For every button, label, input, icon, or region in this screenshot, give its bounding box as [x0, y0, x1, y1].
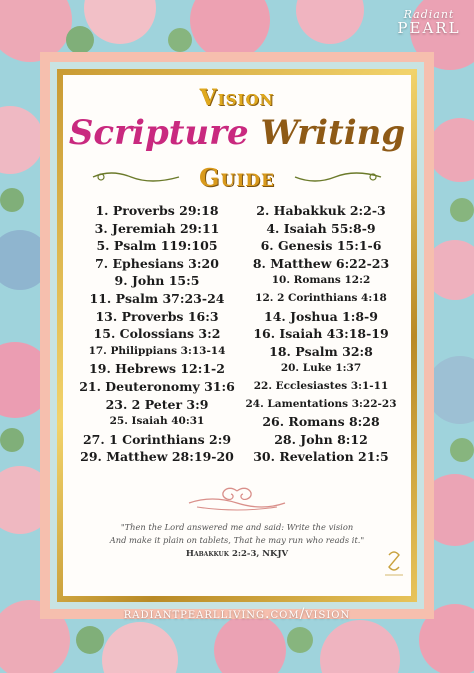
list-item: 5. Psalm 119:105	[96, 238, 218, 254]
list-item: 22. Ecclesiastes 3:1-11	[253, 379, 389, 392]
title-guide: Guide	[199, 163, 275, 192]
list-item: 24. Lamentations 3:22-23	[245, 397, 397, 410]
brand-line1: Radiant	[403, 8, 455, 21]
list-item: 23. 2 Peter 3:9	[105, 396, 209, 412]
list-item: 28. John 8:12	[274, 431, 368, 447]
title-writing: Writing	[248, 113, 406, 153]
list-item: 25. Isaiah 40:31	[109, 415, 205, 428]
list-item: 15. Colossians 3:2	[93, 326, 221, 342]
list-item: 27. 1 Corinthians 2:9	[82, 431, 232, 447]
list-item: 16. Isaiah 43:18-19	[253, 326, 389, 342]
quote-reference: Habakkuk 2:2-3, NKJV	[185, 549, 289, 559]
website-url: radiantpearlliving.com/vision	[123, 606, 351, 622]
list-item: 2. Habakkuk 2:2-3	[256, 203, 386, 218]
list-item: 10. Romans 12:2	[271, 274, 371, 287]
list-item: 19. Hebrews 12:1-2	[89, 361, 225, 377]
list-item: 30. Revelation 21:5	[253, 449, 389, 465]
list-item: 13. Proverbs 16:3	[95, 308, 219, 324]
list-item: 21. Deuteronomy 31:6	[79, 378, 235, 394]
list-item: 7. Ephesians 3:20	[95, 255, 219, 271]
list-item: 11. Psalm 37:23-24	[89, 290, 225, 306]
quote-line2: And make it plain on tablets, That he may run who reads it."	[109, 535, 365, 545]
list-item: 29. Matthew 28:19-20	[80, 449, 234, 465]
flourish-right-icon	[291, 167, 383, 187]
title-vision: Vision	[199, 85, 275, 111]
list-item: 9. John 15:5	[114, 273, 200, 289]
brand-logo	[394, 8, 464, 37]
reading-list-right	[237, 202, 405, 466]
ornament-divider-icon	[187, 485, 287, 513]
guide-card	[63, 75, 411, 596]
list-item: 3. Jeremiah 29:11	[94, 220, 220, 236]
list-item: 6. Genesis 15:1-6	[260, 238, 382, 254]
monogram-logo-icon	[381, 549, 407, 579]
list-item: 20. Luke 1:37	[280, 362, 362, 375]
reading-list-left	[77, 202, 237, 466]
list-item: 18. Psalm 32:8	[269, 343, 373, 359]
list-item: 8. Matthew 6:22-23	[252, 255, 390, 271]
guide-row	[63, 163, 411, 193]
brand-line2: PEARL	[397, 19, 461, 37]
vision-quote	[63, 521, 411, 547]
list-item: 12. 2 Corinthians 4:18	[255, 291, 387, 304]
quote-line1: "Then the Lord answered me and said: Write the vision	[120, 522, 354, 532]
list-item: 17. Philippians 3:13-14	[88, 344, 226, 357]
title-scripture-writing	[63, 113, 411, 153]
title-scripture: Scripture	[68, 113, 249, 153]
list-item: 26. Romans 8:28	[262, 414, 380, 430]
list-item: 4. Isaiah 55:8-9	[266, 220, 376, 236]
list-item: 1. Proverbs 29:18	[95, 203, 219, 218]
list-item: 14. Joshua 1:8-9	[264, 308, 378, 324]
